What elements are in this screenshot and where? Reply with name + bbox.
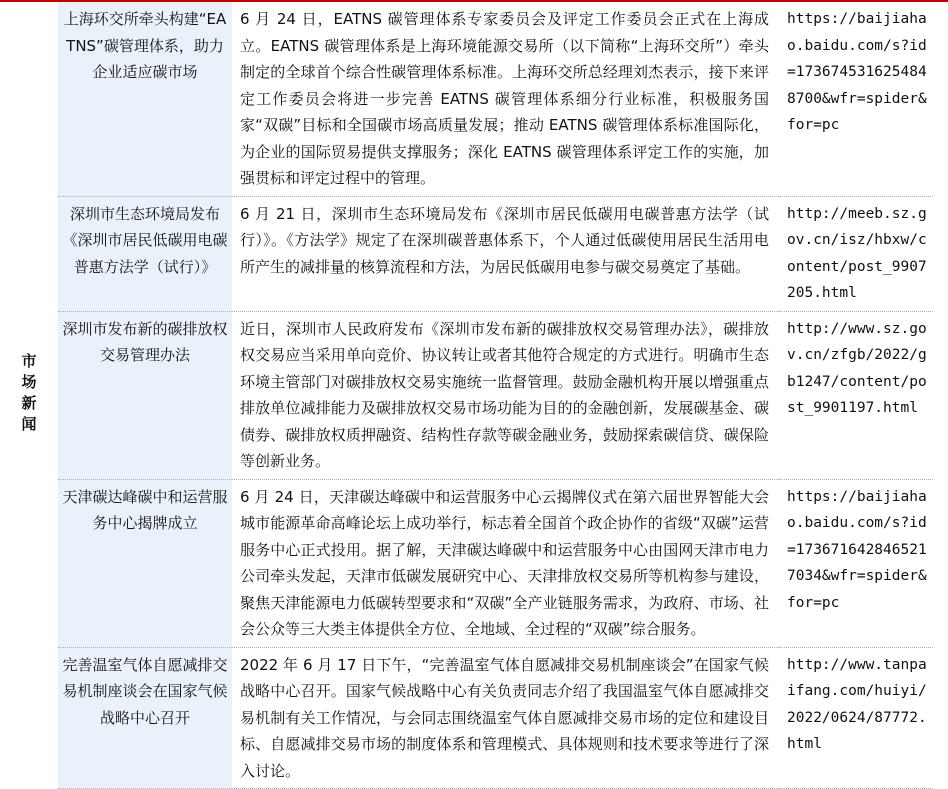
news-title: 天津碳达峰碳中和运营服务中心揭牌成立 (58, 479, 232, 647)
table-row (58, 311, 933, 479)
news-table (58, 2, 933, 789)
table-row (58, 2, 933, 196)
news-description: 6 月 24 日，EATNS 碳管理体系专家委员会及评定工作委员会正式在上海成立。EATNS 碳管理体系是上海环境能源交易所（以下简称“上海环交所”）牵头制定的全球首个综合性碳管理体系标准。上海环交所总经理刘杰表示，接下来评定工作委员会将进一步完善 EATNS 碳管理体系细分行业标准，积极服务国家“双碳”目标和全国碳市场高质量发展；推动 EATNS 碳管理体系标准国际化，为企业的国际贸易提供支撑服务；深化 EATNS 碳管理体系评定工作的实施，加强贯标和评定过程中的管理。 (232, 2, 779, 196)
news-description: 6 月 24 日，天津碳达峰碳中和运营服务中心云揭牌仪式在第六届世界智能大会城市能源革命高峰论坛上成功举行，标志着全国首个政企协作的省级“双碳”运营服务中心正式投用。据了解，天津碳达峰碳中和运营服务中心由国网天津市电力公司牵头发起，天津市低碳发展研究中心、天津排放权交易所等机构参与建设，聚焦天津能源电力低碳转型要求和“双碳”全产业链服务需求，为政府、市场、社会公众等三大类主体提供全方位、全地域、全过程的“双碳”综合服务。 (232, 479, 779, 647)
category-column (0, 0, 58, 789)
category-label: 市场新闻 (19, 352, 38, 437)
table-row (58, 196, 933, 311)
news-source-link[interactable]: http://www.sz.gov.cn/zfgb/2022/gb1247/content/post_9901197.html (779, 311, 933, 479)
news-title: 深圳市发布新的碳排放权交易管理办法 (58, 311, 232, 479)
news-title: 深圳市生态环境局发布《深圳市居民低碳用电碳普惠方法学（试行）》 (58, 196, 232, 311)
news-title: 上海环交所牵头构建“EATNS”碳管理体系，助力企业适应碳市场 (58, 2, 232, 196)
news-title: 完善温室气体自愿减排交易机制座谈会在国家气候战略中心召开 (58, 647, 232, 789)
news-description: 近日，深圳市人民政府发布《深圳市发布新的碳排放权交易管理办法》，碳排放权交易应当采用单向竞价、协议转让或者其他符合规定的方式进行。明确市生态环境主管部门对碳排放权交易实施统一监督管理。鼓励金融机构开展以增强重点排放单位减排能力及碳排放权交易市场功能为目的的金融创新，发展碳基金、碳债券、碳排放权质押融资、结构性存款等碳金融业务，鼓励探索碳信贷、碳保险等创新业务。 (232, 311, 779, 479)
news-source-link[interactable]: http://www.tanpaifang.com/huiyi/2022/0624/87772.html (779, 647, 933, 789)
news-source-link[interactable]: https://baijiahao.baidu.com/s?id=1736745316254848700&wfr=spider&for=pc (779, 2, 933, 196)
news-description: 6 月 21 日，深圳市生态环境局发布《深圳市居民低碳用电碳普惠方法学（试行）》。《方法学》规定了在深圳碳普惠体系下，个人通过低碳使用居民生活用电所产生的减排量的核算流程和方法，为居民低碳用电参与碳交易奠定了基础。 (232, 196, 779, 311)
news-source-link[interactable]: https://baijiahao.baidu.com/s?id=1736716428465217034&wfr=spider&for=pc (779, 479, 933, 647)
table-row (58, 479, 933, 647)
news-source-link[interactable]: http://meeb.sz.gov.cn/isz/hbxw/content/post_9907205.html (779, 196, 933, 311)
news-description: 2022 年 6 月 17 日下午，“完善温室气体自愿减排交易机制座谈会”在国家气候战略中心召开。国家气候战略中心有关负责同志介绍了我国温室气体自愿减排交易机制有关工作情况，与会同志围绕温室气体自愿减排交易市场的定位和建设目标、自愿减排交易市场的制度体系和管理模式、具体规则和技术要求等进行了深入讨论。 (232, 647, 779, 789)
table-row (58, 647, 933, 789)
